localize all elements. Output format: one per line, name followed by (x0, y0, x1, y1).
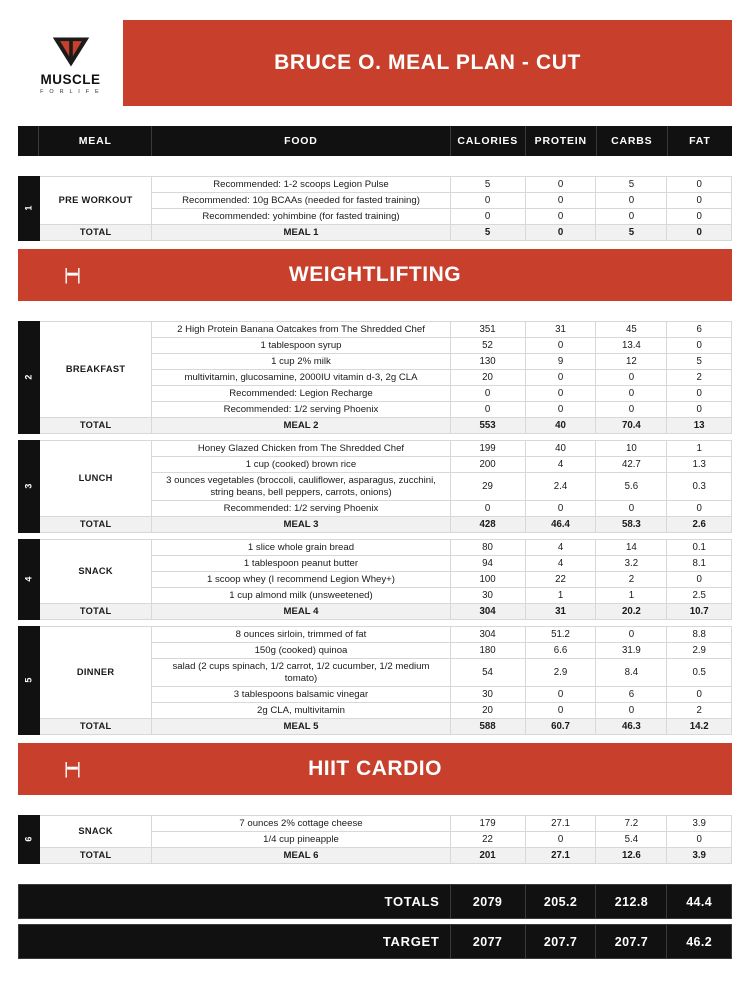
food-cell: 1 tablespoon peanut butter (152, 556, 450, 572)
food-cell: Recommended: Legion Recharge (152, 386, 450, 402)
food-cell: 1 scoop whey (I recommend Legion Whey+) (152, 572, 450, 588)
food-cell: Recommended: 1-2 scoops Legion Pulse (152, 177, 450, 193)
meal-table-1 (18, 176, 732, 241)
total-food: MEAL 6 (152, 848, 450, 864)
meal-total-row (19, 517, 732, 533)
carbs-cell: 6 (596, 687, 667, 703)
meal-block-4 (18, 539, 732, 620)
total-protein: 46.4 (525, 517, 596, 533)
protein-cell: 0 (525, 193, 596, 209)
food-cell: 7 ounces 2% cottage cheese (152, 816, 450, 832)
meal-table-6 (18, 815, 732, 864)
food-cell: 1/4 cup pineapple (152, 832, 450, 848)
meal-block-3 (18, 440, 732, 533)
total-calories: 553 (450, 418, 525, 434)
totals-calories: 2079 (450, 885, 525, 919)
food-cell: 1 cup almond milk (unsweetened) (152, 588, 450, 604)
fat-cell: 0 (667, 832, 732, 848)
protein-cell: 22 (525, 572, 596, 588)
total-fat: 14.2 (667, 719, 732, 735)
total-food: MEAL 3 (152, 517, 450, 533)
total-food: MEAL 4 (152, 604, 450, 620)
header-meal: MEAL (39, 126, 152, 156)
protein-cell: 9 (525, 354, 596, 370)
meal-table-4 (18, 539, 732, 620)
calories-cell: 0 (450, 501, 525, 517)
activity-banner-weightlifting (18, 249, 732, 301)
total-calories: 588 (450, 719, 525, 735)
meal-block-5 (18, 626, 732, 735)
meal-total-row (19, 848, 732, 864)
calories-cell: 179 (450, 816, 525, 832)
fat-cell: 6 (667, 322, 732, 338)
protein-cell: 0 (525, 386, 596, 402)
carbs-cell: 0 (596, 402, 667, 418)
table-row (19, 627, 732, 643)
fat-cell: 8.8 (667, 627, 732, 643)
target-table (18, 924, 732, 959)
protein-cell: 2.4 (525, 473, 596, 501)
grand-totals-area (18, 884, 732, 959)
meal-total-row (19, 719, 732, 735)
carbs-cell: 0 (596, 209, 667, 225)
carbs-cell: 8.4 (596, 659, 667, 687)
header-food: FOOD (152, 126, 451, 156)
calories-cell: 94 (450, 556, 525, 572)
carbs-cell: 12 (596, 354, 667, 370)
food-cell: 3 tablespoons balsamic vinegar (152, 687, 450, 703)
block-index: 3 (19, 441, 40, 533)
carbs-cell: 14 (596, 540, 667, 556)
food-cell: salad (2 cups spinach, 1/2 carrot, 1/2 cucumber, 1/2 medium tomato) (152, 659, 450, 687)
carbs-cell: 10 (596, 441, 667, 457)
carbs-cell: 31.9 (596, 643, 667, 659)
header-protein: PROTEIN (525, 126, 596, 156)
fat-cell: 0 (667, 687, 732, 703)
header-index (18, 126, 39, 156)
total-calories: 201 (450, 848, 525, 864)
carbs-cell: 0 (596, 386, 667, 402)
total-carbs: 70.4 (596, 418, 667, 434)
calories-cell: 0 (450, 386, 525, 402)
total-label: TOTAL (39, 604, 152, 620)
calories-cell: 130 (450, 354, 525, 370)
food-cell: 1 tablespoon syrup (152, 338, 450, 354)
fat-cell: 0 (667, 386, 732, 402)
calories-cell: 0 (450, 402, 525, 418)
protein-cell: 0 (525, 370, 596, 386)
food-cell: Recommended: 1/2 serving Phoenix (152, 501, 450, 517)
header-fat: FAT (667, 126, 732, 156)
total-fat: 3.9 (667, 848, 732, 864)
target-calories: 2077 (450, 925, 525, 959)
protein-cell: 4 (525, 556, 596, 572)
fat-cell: 1 (667, 441, 732, 457)
meal-table-5 (18, 626, 732, 735)
protein-cell: 31 (525, 322, 596, 338)
calories-cell: 52 (450, 338, 525, 354)
totals-fat: 44.4 (667, 885, 732, 919)
total-label: TOTAL (39, 225, 152, 241)
fat-cell: 2.9 (667, 643, 732, 659)
table-row (19, 816, 732, 832)
meal-label: LUNCH (39, 441, 152, 517)
total-fat: 2.6 (667, 517, 732, 533)
target-protein: 207.7 (525, 925, 596, 959)
meal-total-row (19, 604, 732, 620)
protein-cell: 0 (525, 703, 596, 719)
total-calories: 428 (450, 517, 525, 533)
fat-cell: 0 (667, 338, 732, 354)
calories-cell: 30 (450, 588, 525, 604)
carbs-cell: 0 (596, 501, 667, 517)
target-label: TARGET (19, 925, 451, 959)
title-banner (123, 20, 732, 106)
block-index: 5 (19, 627, 40, 735)
carbs-cell: 5 (596, 177, 667, 193)
calories-cell: 20 (450, 703, 525, 719)
calories-cell: 80 (450, 540, 525, 556)
protein-cell: 1 (525, 588, 596, 604)
fat-cell: 3.9 (667, 816, 732, 832)
protein-cell: 51.2 (525, 627, 596, 643)
food-cell: 2 High Protein Banana Oatcakes from The Shredded Chef (152, 322, 450, 338)
calories-cell: 5 (450, 177, 525, 193)
dumbbell-icon: |━| (63, 265, 81, 284)
protein-cell: 0 (525, 687, 596, 703)
fat-cell: 8.1 (667, 556, 732, 572)
carbs-cell: 7.2 (596, 816, 667, 832)
meal-label: SNACK (39, 540, 152, 604)
total-food: MEAL 1 (152, 225, 450, 241)
fat-cell: 2.5 (667, 588, 732, 604)
carbs-cell: 5.6 (596, 473, 667, 501)
protein-cell: 0 (525, 832, 596, 848)
block-index: 6 (19, 816, 40, 864)
meal-block-2 (18, 321, 732, 434)
fat-cell: 0 (667, 193, 732, 209)
meal-label: DINNER (39, 627, 152, 719)
calories-cell: 100 (450, 572, 525, 588)
page-title: BRUCE O. MEAL PLAN - CUT (274, 51, 581, 74)
carbs-cell: 0 (596, 627, 667, 643)
meal-total-row (19, 418, 732, 434)
total-calories: 5 (450, 225, 525, 241)
calories-cell: 54 (450, 659, 525, 687)
dumbbell-icon: |━| (63, 759, 81, 778)
total-calories: 304 (450, 604, 525, 620)
activity-label: HIIT CARDIO (308, 757, 442, 780)
food-cell: 2g CLA, multivitamin (152, 703, 450, 719)
table-row (19, 441, 732, 457)
header-calories: CALORIES (450, 126, 525, 156)
carbs-cell: 5.4 (596, 832, 667, 848)
carbs-cell: 0 (596, 370, 667, 386)
total-protein: 60.7 (525, 719, 596, 735)
fat-cell: 0 (667, 572, 732, 588)
fat-cell: 2 (667, 370, 732, 386)
totals-label: TOTALS (19, 885, 451, 919)
protein-cell: 0 (525, 402, 596, 418)
brand-subtitle: F O R L I F E (40, 89, 101, 95)
fat-cell: 5 (667, 354, 732, 370)
total-carbs: 46.3 (596, 719, 667, 735)
fat-cell: 0.5 (667, 659, 732, 687)
total-fat: 13 (667, 418, 732, 434)
food-cell: Honey Glazed Chicken from The Shredded Chef (152, 441, 450, 457)
brand-logo (18, 20, 123, 106)
calories-cell: 20 (450, 370, 525, 386)
block-index: 2 (19, 322, 40, 434)
carbs-cell: 13.4 (596, 338, 667, 354)
carbs-cell: 2 (596, 572, 667, 588)
total-protein: 0 (525, 225, 596, 241)
page-header (18, 20, 732, 106)
table-row (19, 322, 732, 338)
carbs-cell: 45 (596, 322, 667, 338)
carbs-cell: 42.7 (596, 457, 667, 473)
fat-cell: 0 (667, 402, 732, 418)
column-header-table (18, 126, 732, 156)
total-protein: 27.1 (525, 848, 596, 864)
carbs-cell: 0 (596, 703, 667, 719)
calories-cell: 199 (450, 441, 525, 457)
target-fat: 46.2 (667, 925, 732, 959)
fat-cell: 0 (667, 177, 732, 193)
protein-cell: 0 (525, 501, 596, 517)
food-cell: Recommended: yohimbine (for fasted training) (152, 209, 450, 225)
meal-table-3 (18, 440, 732, 533)
total-food: MEAL 2 (152, 418, 450, 434)
meal-block-6 (18, 815, 732, 864)
meal-total-row (19, 225, 732, 241)
food-cell: 3 ounces vegetables (broccoli, cauliflower, asparagus, zucchini, string beans, bell peppers, carrots, onions) (152, 473, 450, 501)
target-carbs: 207.7 (596, 925, 667, 959)
protein-cell: 2.9 (525, 659, 596, 687)
meal-block-1 (18, 176, 732, 241)
totals-carbs: 212.8 (596, 885, 667, 919)
block-index: 4 (19, 540, 40, 620)
total-carbs: 20.2 (596, 604, 667, 620)
fat-cell: 0 (667, 209, 732, 225)
muscle-for-life-logo-icon (51, 35, 91, 69)
carbs-cell: 1 (596, 588, 667, 604)
calories-cell: 200 (450, 457, 525, 473)
food-cell: 1 cup (cooked) brown rice (152, 457, 450, 473)
fat-cell: 0 (667, 501, 732, 517)
header-carbs: CARBS (596, 126, 667, 156)
food-cell: 1 slice whole grain bread (152, 540, 450, 556)
total-protein: 31 (525, 604, 596, 620)
protein-cell: 0 (525, 209, 596, 225)
meal-label: SNACK (39, 816, 152, 848)
total-label: TOTAL (39, 719, 152, 735)
table-header-area (18, 126, 732, 156)
total-label: TOTAL (39, 418, 152, 434)
meal-table-2 (18, 321, 732, 434)
calories-cell: 0 (450, 209, 525, 225)
total-label: TOTAL (39, 848, 152, 864)
protein-cell: 0 (525, 177, 596, 193)
target-row (19, 925, 732, 959)
meal-label: BREAKFAST (39, 322, 152, 418)
total-protein: 40 (525, 418, 596, 434)
table-row (19, 540, 732, 556)
protein-cell: 4 (525, 540, 596, 556)
calories-cell: 30 (450, 687, 525, 703)
calories-cell: 180 (450, 643, 525, 659)
food-cell: 150g (cooked) quinoa (152, 643, 450, 659)
total-carbs: 5 (596, 225, 667, 241)
calories-cell: 351 (450, 322, 525, 338)
total-carbs: 12.6 (596, 848, 667, 864)
calories-cell: 22 (450, 832, 525, 848)
protein-cell: 0 (525, 338, 596, 354)
fat-cell: 1.3 (667, 457, 732, 473)
meal-plan-page (0, 20, 750, 990)
total-fat: 10.7 (667, 604, 732, 620)
total-label: TOTAL (39, 517, 152, 533)
activity-label: WEIGHTLIFTING (288, 263, 462, 286)
fat-cell: 0.1 (667, 540, 732, 556)
carbs-cell: 3.2 (596, 556, 667, 572)
calories-cell: 0 (450, 193, 525, 209)
total-carbs: 58.3 (596, 517, 667, 533)
block-index: 1 (19, 177, 40, 241)
activity-banner-hiit-cardio (18, 743, 732, 795)
total-fat: 0 (667, 225, 732, 241)
calories-cell: 29 (450, 473, 525, 501)
fat-cell: 2 (667, 703, 732, 719)
table-header-row (18, 126, 732, 156)
totals-row (19, 885, 732, 919)
food-cell: 1 cup 2% milk (152, 354, 450, 370)
totals-table (18, 884, 732, 919)
protein-cell: 27.1 (525, 816, 596, 832)
protein-cell: 40 (525, 441, 596, 457)
totals-protein: 205.2 (525, 885, 596, 919)
fat-cell: 0.3 (667, 473, 732, 501)
table-row (19, 177, 732, 193)
brand-word: MUSCLE (40, 72, 101, 87)
total-food: MEAL 5 (152, 719, 450, 735)
meal-label: PRE WORKOUT (39, 177, 152, 225)
calories-cell: 304 (450, 627, 525, 643)
food-cell: 8 ounces sirloin, trimmed of fat (152, 627, 450, 643)
food-cell: multivitamin, glucosamine, 2000IU vitamin d-3, 2g CLA (152, 370, 450, 386)
food-cell: Recommended: 10g BCAAs (needed for fasted training) (152, 193, 450, 209)
protein-cell: 6.6 (525, 643, 596, 659)
protein-cell: 4 (525, 457, 596, 473)
food-cell: Recommended: 1/2 serving Phoenix (152, 402, 450, 418)
carbs-cell: 0 (596, 193, 667, 209)
